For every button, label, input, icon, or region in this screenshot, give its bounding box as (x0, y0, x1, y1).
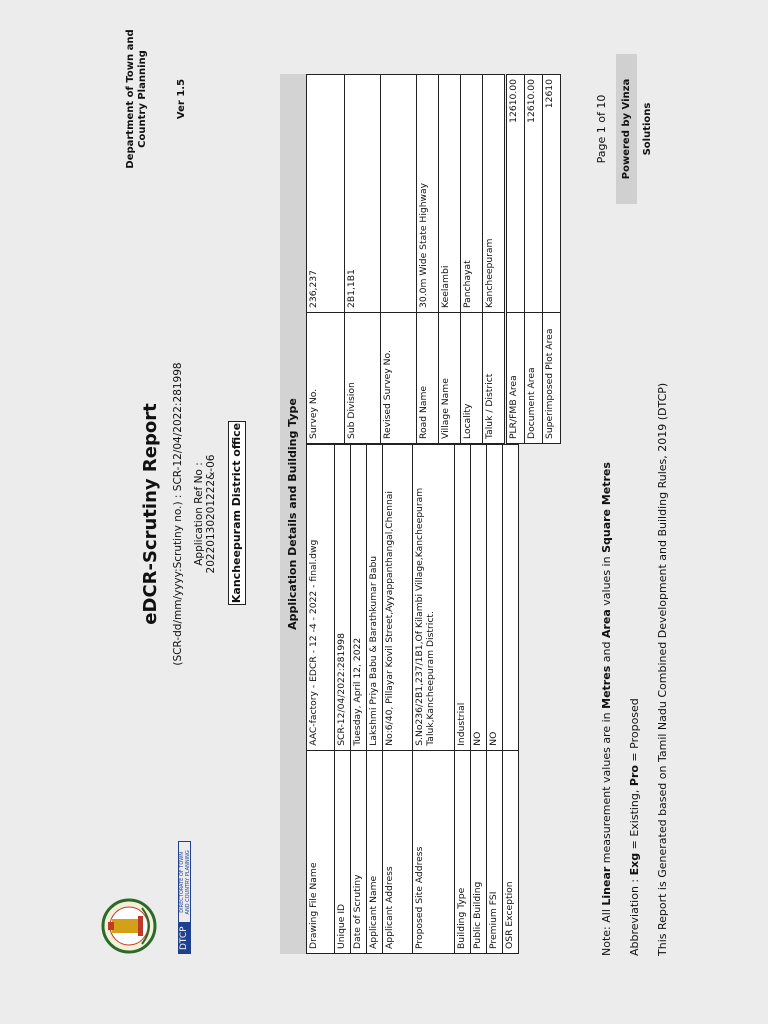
row-label: Drawing File Name (307, 750, 335, 953)
page-number: Page 1 of 10 (595, 94, 608, 164)
note-bold: Square Metres (600, 462, 613, 553)
row-value: Kancheepuram (483, 75, 505, 313)
table-row (461, 75, 483, 444)
rules-note: This Report is Generated based on Tamil Nadu Combined Development and Building Rules, 2019 (DTCP) (656, 382, 669, 956)
note-bold: Linear (600, 866, 613, 906)
row-label: Document Area (525, 313, 543, 444)
table-row (345, 75, 381, 444)
note-bold: Metres (600, 665, 613, 709)
table-row (381, 75, 417, 444)
row-value: NO (487, 445, 503, 751)
row-label: Road Name (417, 313, 439, 444)
row-label: Premium FSI (487, 750, 503, 953)
row-value: 236,237 (307, 75, 345, 313)
row-label: Revised Survey No. (381, 313, 417, 444)
row-label: OSR Exception (503, 750, 519, 953)
dtcp-badge-short: DTCP (178, 922, 191, 954)
row-label: Taluk / District (483, 313, 505, 444)
row-value (503, 445, 519, 751)
section-header: Application Details and Building Type (280, 74, 306, 954)
row-label: Proposed Site Address (413, 750, 455, 953)
table-row (525, 75, 543, 444)
row-value: 30.0m Wide State Highway (417, 75, 439, 313)
row-label: Village Name (439, 313, 461, 444)
department-name: Department of Town and Country Planning (125, 29, 148, 169)
application-ref-number: 20220130201222&-06 (205, 454, 217, 574)
row-value: NO (471, 445, 487, 751)
note-text: = Existing, (628, 786, 641, 853)
scrutiny-number: (SCR-dd/mm/yyyy:Scrutiny no.) : SCR-12/04/2022:281998 (172, 362, 184, 666)
row-label: Sub Division (345, 313, 381, 444)
row-label: Superimposed Plot Area (543, 313, 561, 444)
application-details-table (306, 444, 519, 954)
row-label: Date of Scrutiny (351, 750, 367, 953)
report-title: eDCR-Scrutiny Report (140, 403, 161, 625)
note-text: and (600, 638, 613, 666)
note-text: measurement values are in (600, 708, 613, 867)
table-row (413, 445, 455, 954)
row-label: Public Building (471, 750, 487, 953)
table-row (507, 75, 525, 444)
row-label: Survey No. (307, 313, 345, 444)
row-value: Panchayat (461, 75, 483, 313)
table-row (367, 445, 383, 954)
table-row (351, 445, 367, 954)
row-label: PLR/FMB Area (507, 313, 525, 444)
row-label: Applicant Address (383, 750, 413, 953)
row-label: Unique ID (335, 750, 351, 953)
note-bold: Area (600, 609, 613, 639)
row-value: 12610 (543, 75, 561, 313)
application-ref-label: Application Ref No : (193, 462, 205, 566)
table-row (307, 75, 345, 444)
row-value: AAC-factory - EDCR - 12 -4 - 2022 - final.dwg (307, 445, 335, 751)
table-row (439, 75, 461, 444)
note-text: Note: All (600, 905, 613, 956)
table-row (383, 445, 413, 954)
row-value: Lakshmi Priya Babu & Barathkumar Babu (367, 445, 383, 751)
table-row (487, 445, 503, 954)
row-value: SCR-12/04/2022:281998 (335, 445, 351, 751)
abbreviation-note (628, 698, 641, 956)
units-note (600, 462, 613, 956)
row-value: S.No236/2B1,237/1B1,Of Kilambi Village,Kancheepuram Taluk,Kancheepuram District. (413, 445, 455, 751)
table-row (483, 75, 505, 444)
note-text: values in (600, 552, 613, 610)
row-value: Keelambi (439, 75, 461, 313)
row-value: Industrial (455, 445, 471, 751)
row-label: Locality (461, 313, 483, 444)
area-table (506, 74, 561, 444)
powered-by-label: Powered by Vinza Solutions (616, 54, 637, 204)
row-label: Applicant Name (367, 750, 383, 953)
dtcp-badge (178, 841, 191, 954)
row-value: No:6/40, Pillayar Kovil Street,Ayyappanthangal,Chennai (383, 445, 413, 751)
dtcp-badge-long: DIRECTORATE OF TOWN AND COUNTRY PLANNING (178, 841, 191, 922)
table-row (417, 75, 439, 444)
note-text: = Proposed (628, 698, 641, 766)
table-row (335, 445, 351, 954)
table-row (307, 445, 335, 954)
table-row (471, 445, 487, 954)
row-value: 12610.00 (525, 75, 543, 313)
note-bold: Exg (628, 852, 641, 876)
row-label: Building Type (455, 750, 471, 953)
site-details-table (306, 74, 505, 444)
table-row (503, 445, 519, 954)
tamil-nadu-seal-icon (98, 898, 160, 954)
table-row (543, 75, 561, 444)
row-value: Tuesday, April 12, 2022 (351, 445, 367, 751)
table-row (455, 445, 471, 954)
note-bold: Pro (628, 765, 641, 787)
district-office-box: Kancheepuram District office (228, 421, 246, 605)
row-value: 2B1,1B1 (345, 75, 381, 313)
note-text: Abbreviation : (628, 875, 641, 956)
row-value (381, 75, 417, 313)
version-label: Ver 1.5 (176, 78, 187, 120)
row-value: 12610.00 (507, 75, 525, 313)
